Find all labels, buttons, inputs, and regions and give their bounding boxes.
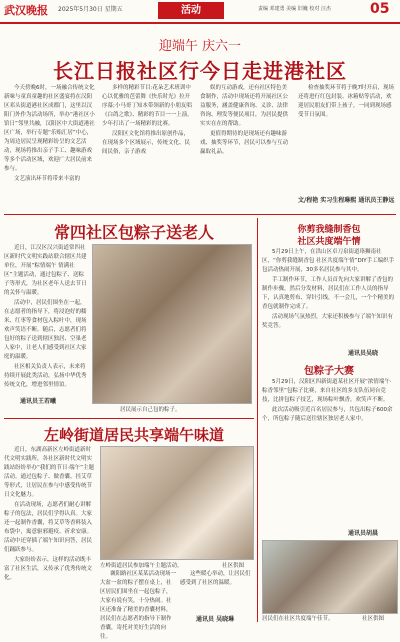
story1-photo-caption: 居民展示自己包的粽子。: [120, 407, 181, 413]
lead-paragraph: 汉阳区文化馆将推出原创作品，在现场多个区域展示，传统文化、民间民俗，亲子游戏: [102, 131, 191, 155]
section-tag: 活动: [158, 2, 224, 19]
story2-photo: [100, 446, 254, 560]
sidebar-byline-1: 通讯员吴晓: [348, 350, 379, 357]
story-paragraph: 社区相关负责人表示，未来将持续开展此类活动，弘扬中华优秀传统文化，增进邻里情谊。: [4, 364, 87, 388]
story-paragraph: 近日，东湖高新区左岭街道新时代文明实践所，各社区新时代文明实践站纷纷举办“我们的节日·端午”主题活动。通过包粽子、做香囊、挂艾草等形式，让居民在参与中感受传统节日文化魅力。: [4, 447, 94, 498]
story-paragraph: 襄阳路社区某某活动现场一大盆一盆的粽子摆在桌上，社区居民们围坐在一起包粽子，大家有说有笑，十分热闹。社区还准备了精美的香囊材料，居民们在志愿者的指导下制作香囊，寄托对美好生活的向往。: [100, 571, 177, 640]
editors-line: 责编 邓建勇 美编 旧巍 校对 汪杰: [258, 6, 331, 12]
sidebar-paragraph: 活动现场气氛热烈，大家还积极参与了端午知识有奖竞答。: [262, 314, 394, 329]
sidebar-byline-2: 通讯员胡晨: [348, 530, 379, 537]
story-paragraph: 活动中，居民们围坐在一起，在志愿者的指导下，将浸泡好的糯米、红枣等食材包入粽叶中，现场欢声笑语不断。随后，志愿者们将包好的粽子送到辖区独居、空巢老人家中，让老人们感受到社区大家庭的温暖。: [4, 300, 87, 360]
story2-column-2: [100, 570, 177, 640]
story2-body: [4, 446, 96, 622]
lead-paragraph: 多样的精彩节目:花朵艺术班训中心以优雅的芭蕾舞《快乐时光》拉开序幕;小马哥丁知本带领新的小朋友唱《白鸽之歌》、精彩的节目一一上演。少年打出了一场精彩的比赛。: [102, 85, 193, 127]
sidebar-body-2: [262, 378, 396, 526]
lead-byline: 文/程艳 实习生程琳熙 通讯员王静远: [298, 197, 395, 204]
story2-photo-caption: 左岭街道居民参加端午主题活动。: [100, 563, 183, 569]
sidebar-subtitle: 社区共度端午情: [297, 237, 361, 247]
lead-column-3: [200, 84, 292, 212]
story1-body: [4, 244, 88, 394]
sidebar-body-1: [262, 248, 396, 346]
sidebar-photo: [262, 540, 398, 614]
sidebar-section-title: 包粽子大赛: [304, 366, 354, 377]
story1-byline: 通讯员王若曦: [20, 398, 57, 405]
lead-paragraph: 更值得期待的是现场还有趣味游戏、抽奖等环节，居民可以参与互动赢取礼品。: [200, 131, 289, 155]
story-paragraph: 近日，江汉区汉兴街道常四社区新时代文明实践站联合辖区共建单位，开展“粽情端午 情满社区”主题活动，通过包粽子、送粽子等形式，为社区老年人送去节日的关怀与温暖。: [4, 245, 87, 296]
story2-title: 左岭街道居民共享端午味道: [44, 426, 225, 444]
sidebar-paragraph: 5月29日，汉阳区四新街道某社区开展“浓情端午·粽香邻里”包粽子比赛，来自社区的多支队伍同台竞技，比拼包粽子技艺，现场粽叶飘香，欢笑声不断。: [262, 379, 392, 403]
divider: [4, 418, 254, 419]
lead-paragraph: 娱的互动游戏，还有社区特色美食制作，活动中现场还将开展社区公益服务，涵盖健康咨询、义诊、法律咨询、理发等便民项目，为居民提供实实在在的帮助。: [200, 85, 289, 127]
sidebar-photo-credit: 社区供图: [362, 616, 385, 622]
sidebar-paragraph: 5月29日上午，在洪山区卓刀泉街道珞狮南社区，“你剪我缝制香包 社区共度端午情”DIY手工编织手包活动热闹开展，30多名居民参与其中。: [262, 249, 395, 273]
masthead: 武汉晚报: [4, 4, 48, 17]
lead-column-4: [298, 84, 394, 194]
lead-paragraph: 今天傍晚6时，一场融合传统文化新味与童真童趣的社区盛宴将在汉阳区邓头街道港社区成都门，这里以汉阳门外作为活动场所，举办“港社区小馆日”邻里共融，汉阳区中大街道港社区广场，举行专题“乐贻汇居”中心，为周边居民呈现精彩纷呈的文艺活动，现场将推出亲子手工、趣味游戏等多个活动区域，欢迎广大居民前来参与。: [4, 85, 95, 172]
story-paragraph: 这些暖心举动，让居民们感受到了社区的温暖。: [180, 571, 251, 586]
story2-byline: 通讯员 吴晓琳: [196, 616, 235, 623]
story1-title: 常四社区包粽子送老人: [54, 223, 215, 242]
story-paragraph: 大家纷纷表示，这样的活动既丰富了社区生活，又传承了优秀传统文化。: [4, 557, 93, 581]
divider: [4, 214, 396, 215]
issue-date: 2025年5月30日 星期五: [58, 6, 123, 13]
lead-column-1: [4, 84, 96, 212]
lead-paragraph: 检查抽奖环节将于晚7时开启，现场还将进行红包封装、冰箱贴等活动，欢迎居民朋友们带上孩子，一同到现场感受节日氛围。: [298, 85, 395, 118]
sidebar-paragraph: 手工制作环节，工作人员首先向大家讲解了香包的制作步骤，然后分发材料，居民们在工作人员的指导下，认真地剪布、穿针引线，不一会儿，一个个精美的香包就制作完成了。: [262, 277, 395, 310]
sidebar-paragraph: 此次活动吸引近百名居民参与，共包出粽子600余个，所包粽子随后送往辖区独居老人家中。: [262, 407, 393, 422]
lead-headline: 长江日报社区行今日走进港社区: [53, 59, 347, 83]
story2-photo-credit: 社区供图: [222, 563, 245, 569]
column-rule: [257, 218, 258, 622]
story-paragraph: 在活动现场，志愿者们耐心讲解粽子的包法，居民们学得认真。大家还一起制作香囊，将艾草等香料装入布袋中，寓意驱邪避疫、祈求安康。活动中还穿插了端午知识问答，居民们踊跃参与。: [4, 502, 93, 553]
page-number: 05: [370, 1, 390, 17]
lead-column-2: [102, 84, 194, 212]
story2-column-3: [180, 570, 254, 614]
sidebar-title: 你剪我缝制香包: [297, 225, 361, 235]
lead-kicker: 迎端午 庆六一: [158, 39, 242, 54]
story1-photo: [92, 244, 252, 404]
sidebar-photo-caption: 居民们在社区共度端午佳节。: [262, 616, 334, 622]
lead-paragraph: 文艺演出环节将带来丰富的: [14, 176, 81, 182]
